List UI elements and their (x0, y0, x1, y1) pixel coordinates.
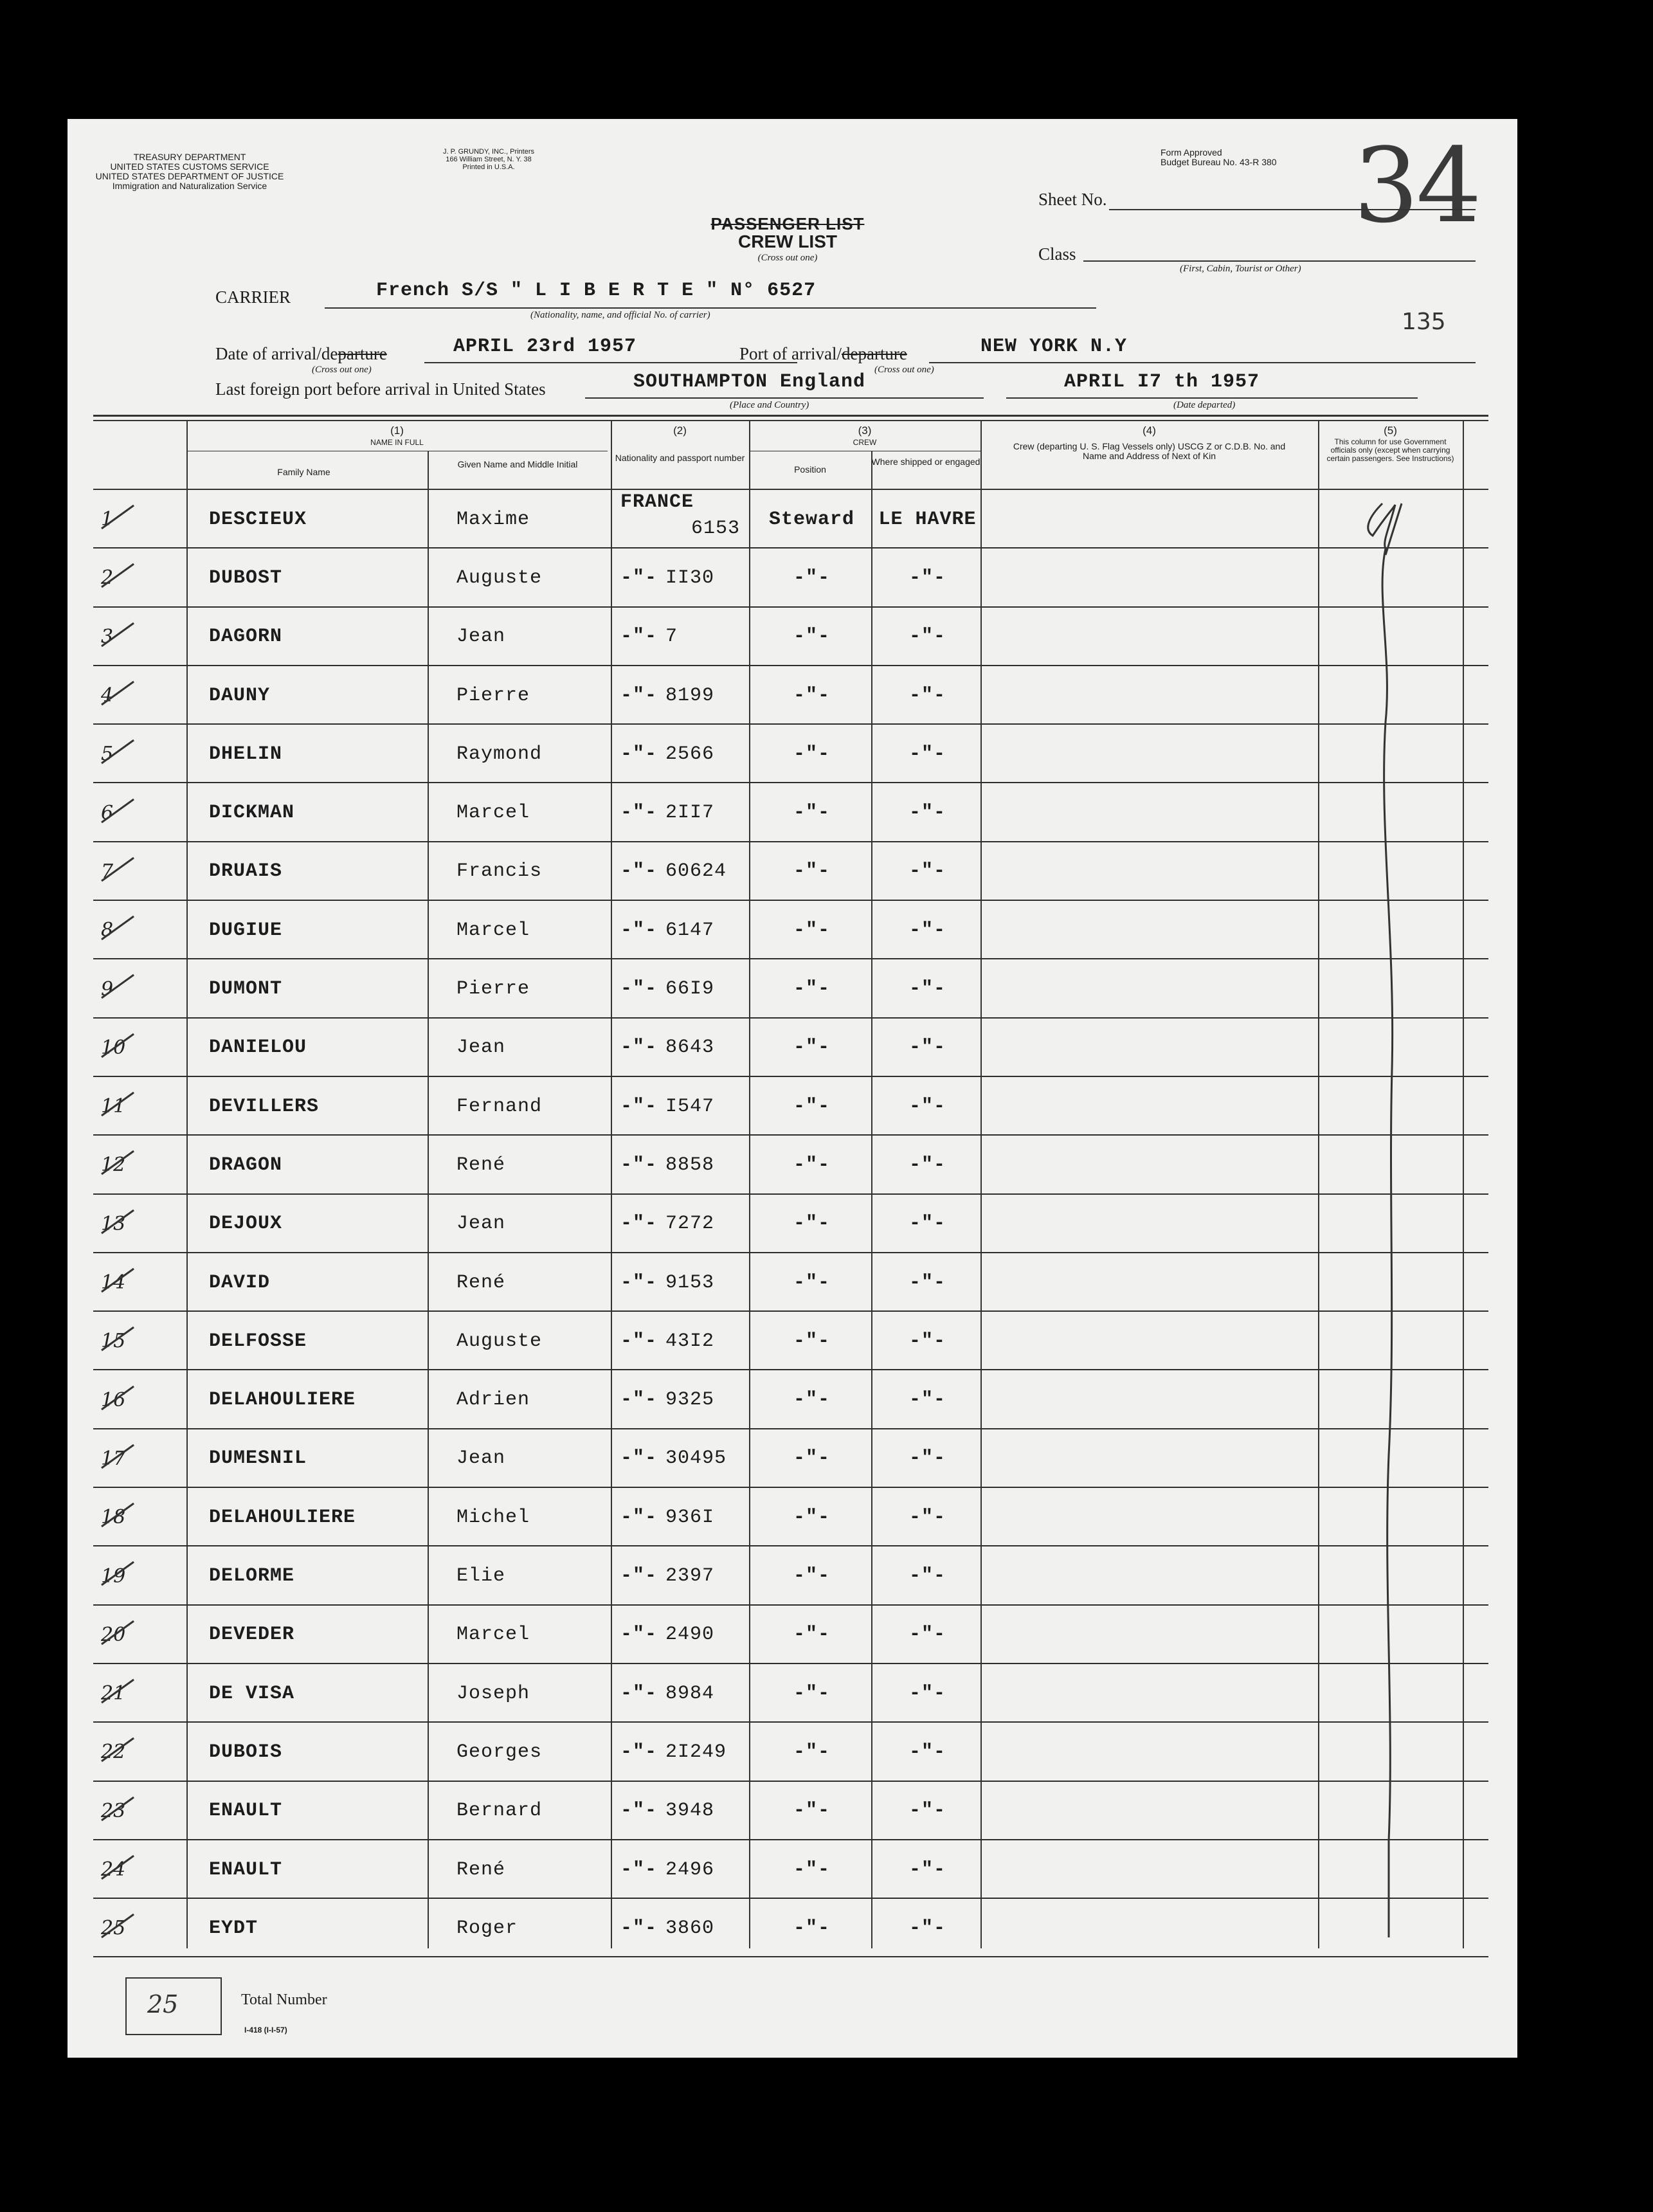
line-number: 14 (101, 1271, 126, 1294)
nationality: -"- (620, 1917, 658, 1939)
carrier-value: French S/S " L I B E R T E " N° 6527 (376, 280, 817, 302)
table-row (93, 1782, 1488, 1840)
place-note: (Place and Country) (730, 400, 809, 410)
where-shipped: -"- (908, 1506, 946, 1528)
nationality: -"- (620, 978, 658, 1001)
agency-line: Immigration and Naturalization Service (112, 181, 267, 191)
check-mark-icon (98, 1793, 137, 1826)
table-row (93, 1136, 1488, 1194)
where-shipped: -"- (908, 1095, 946, 1118)
nationality: -"- (620, 919, 658, 941)
col5-number: (5) (1384, 424, 1397, 437)
form-approved-line: Form Approved (1161, 147, 1222, 158)
nationality: -"- (620, 1271, 658, 1294)
family-name: DAVID (209, 1271, 271, 1294)
nationality: -"- (620, 1624, 658, 1646)
list-title: CREW LIST (738, 231, 837, 251)
line-number: 4 (101, 684, 114, 707)
crew-table (93, 415, 1488, 1948)
given-name: Marcel (456, 919, 530, 941)
where-shipped: -"- (908, 1565, 946, 1588)
given-name: Jean (456, 1213, 506, 1235)
nationality: -"- (620, 626, 658, 648)
table-row (93, 1195, 1488, 1253)
position: -"- (793, 1741, 830, 1763)
nationality: -"- (620, 1213, 658, 1235)
given-name: Maxime (456, 508, 530, 530)
family-name: DUBOIS (209, 1741, 283, 1763)
where-shipped: -"- (908, 1154, 946, 1176)
last-port-label: Last foreign port before arrival in United States (215, 379, 546, 399)
position: -"- (793, 743, 830, 765)
passport-number: II30 (665, 567, 715, 589)
given-name: René (456, 1154, 506, 1176)
table-row (93, 1019, 1488, 1077)
position: -"- (793, 626, 830, 648)
list-title-struck: PASSENGER LIST (710, 214, 865, 233)
port-arrival-value: NEW YORK N.Y (980, 336, 1128, 358)
line-number: 15 (101, 1330, 126, 1353)
date-arrival-label: Date of arrival/departure (215, 344, 387, 363)
table-row (93, 1429, 1488, 1488)
check-mark-icon (98, 1206, 137, 1238)
class-note: (First, Cabin, Tourist or Other) (1180, 264, 1301, 274)
given-name: Roger (456, 1917, 518, 1939)
position: -"- (793, 1389, 830, 1411)
form-code: I-418 (I-I-57) (244, 2026, 287, 2035)
total-number-label: Total Number (241, 1991, 327, 2008)
family-name: DUMESNIL (209, 1447, 307, 1470)
where-shipped: -"- (908, 1800, 946, 1822)
table-row (93, 1664, 1488, 1723)
passport-number: 43I2 (665, 1330, 715, 1352)
check-mark-icon (98, 1441, 137, 1473)
passport-number: 8984 (665, 1682, 715, 1705)
col-position-header: Position (794, 464, 826, 475)
where-shipped: -"- (908, 1037, 946, 1059)
where-shipped: -"- (908, 1389, 946, 1411)
passport-number: 2I249 (665, 1741, 727, 1763)
table-row (93, 1723, 1488, 1781)
passport-number: 8199 (665, 684, 715, 707)
passport-number: 8858 (665, 1154, 715, 1176)
family-name: DUMONT (209, 978, 283, 1001)
nationality: -"- (620, 860, 658, 883)
line-number: 2 (101, 567, 114, 590)
line-number: 22 (101, 1741, 126, 1764)
given-name: Jean (456, 1037, 506, 1059)
line-number: 1 (101, 508, 114, 531)
check-mark-icon (98, 1617, 137, 1649)
col3-title: CREW (853, 438, 877, 447)
line-number: 16 (101, 1388, 126, 1411)
col-nationality-header: Nationality and passport number (615, 453, 745, 463)
position: -"- (793, 684, 830, 707)
passport-number: I547 (665, 1095, 715, 1118)
position: -"- (793, 1858, 830, 1881)
total-number-value: 25 (147, 1990, 179, 2018)
where-shipped: -"- (908, 1917, 946, 1939)
line-number: 3 (101, 625, 114, 648)
position: -"- (793, 1800, 830, 1822)
position: Steward (768, 508, 855, 530)
line-number: 21 (101, 1682, 126, 1705)
family-name: DELFOSSE (209, 1330, 307, 1352)
port-cross-note: (Cross out one) (874, 365, 934, 375)
check-mark-icon (98, 1734, 137, 1766)
check-mark-icon (98, 1558, 137, 1590)
line-number: 23 (101, 1799, 126, 1822)
line-number: 11 (101, 1095, 126, 1118)
form-approved-line: Budget Bureau No. 43-R 380 (1161, 157, 1277, 167)
family-name: DELAHOULIERE (209, 1389, 356, 1411)
where-shipped: -"- (908, 1741, 946, 1763)
family-name: DELORME (209, 1565, 295, 1588)
family-name: DAUNY (209, 684, 271, 707)
sheet-number-stamp: 34 (1353, 125, 1479, 246)
table-row (93, 666, 1488, 725)
family-name: DE VISA (209, 1682, 295, 1705)
line-number: 5 (101, 743, 114, 766)
family-name: DESCIEUX (209, 508, 307, 530)
where-shipped: LE HAVRE (878, 508, 977, 530)
position: -"- (793, 1213, 830, 1235)
line-number: 10 (101, 1036, 126, 1059)
carrier-label: CARRIER (215, 287, 291, 307)
printer-line: Printed in U.S.A. (462, 163, 515, 171)
family-name: DELAHOULIERE (209, 1506, 356, 1528)
table-row (93, 1371, 1488, 1429)
passport-number: 7272 (665, 1213, 715, 1235)
line-number: 17 (101, 1447, 126, 1470)
line-number: 9 (101, 977, 114, 1001)
nationality: -"- (620, 1154, 658, 1176)
check-mark-icon (98, 912, 137, 945)
departed-value: APRIL I7 th 1957 (1064, 371, 1260, 393)
table-row (93, 608, 1488, 666)
family-name: DEJOUX (209, 1213, 283, 1235)
col3-number: (3) (858, 424, 872, 437)
port-arrival-label: Port of arrival/departure (739, 344, 907, 363)
total-number-box (125, 1977, 222, 2035)
family-name: DEVEDER (209, 1624, 295, 1646)
family-name: DRAGON (209, 1154, 283, 1176)
check-mark-icon (98, 1910, 137, 1943)
position: -"- (793, 567, 830, 589)
table-row (93, 1488, 1488, 1546)
table-row (93, 725, 1488, 783)
table-row (93, 901, 1488, 959)
passport-number: 60624 (665, 860, 727, 883)
position: -"- (793, 1447, 830, 1470)
given-name: Jean (456, 626, 506, 648)
where-shipped: -"- (908, 1213, 946, 1235)
passport-number: 6153 (691, 518, 741, 540)
col4-number: (4) (1143, 424, 1156, 437)
position: -"- (793, 1565, 830, 1588)
where-shipped: -"- (908, 567, 946, 589)
table-row (93, 1840, 1488, 1899)
given-name: Auguste (456, 1330, 543, 1352)
nationality: -"- (620, 1389, 658, 1411)
passport-number: 8643 (665, 1037, 715, 1059)
given-name: Joseph (456, 1682, 530, 1705)
passport-number: 7 (665, 626, 678, 648)
col2-number: (2) (673, 424, 687, 437)
family-name: DAGORN (209, 626, 283, 648)
agency-line: UNITED STATES CUSTOMS SERVICE (110, 161, 269, 172)
printer-block (418, 148, 559, 171)
given-name: Marcel (456, 1624, 530, 1646)
table-row (93, 1312, 1488, 1370)
family-name: DANIELOU (209, 1037, 307, 1059)
check-mark-icon (98, 619, 137, 651)
nationality: FRANCE (620, 491, 694, 513)
where-shipped: -"- (908, 860, 946, 883)
nationality: -"- (620, 1682, 658, 1705)
family-name: DHELIN (209, 743, 283, 765)
table-row (93, 1077, 1488, 1136)
passport-number: 9153 (665, 1271, 715, 1294)
check-mark-icon (98, 971, 137, 1003)
given-name: Bernard (456, 1800, 543, 1822)
carrier-note: (Nationality, name, and official No. of carrier) (530, 310, 710, 320)
agency-line: TREASURY DEPARTMENT (133, 152, 246, 162)
passport-number: 6147 (665, 919, 715, 941)
agency-block (93, 152, 286, 191)
family-name: ENAULT (209, 1858, 283, 1881)
line-number: 6 (101, 801, 114, 824)
nationality: -"- (620, 1858, 658, 1881)
line-number: 19 (101, 1564, 126, 1588)
crew-list-form (68, 119, 1517, 2058)
check-mark-icon (98, 560, 137, 592)
line-number: 18 (101, 1506, 126, 1529)
position: -"- (793, 1917, 830, 1939)
nationality: -"- (620, 802, 658, 824)
where-shipped: -"- (908, 802, 946, 824)
passport-number: 66I9 (665, 978, 715, 1001)
position: -"- (793, 1154, 830, 1176)
nationality: -"- (620, 743, 658, 765)
position: -"- (793, 1330, 830, 1352)
arrival-cross-note: (Cross out one) (312, 365, 372, 375)
nationality: -"- (620, 1095, 658, 1118)
family-name: DUGIUE (209, 919, 283, 941)
given-name: Jean (456, 1447, 506, 1470)
table-row (93, 1899, 1488, 1957)
table-row (93, 842, 1488, 901)
position: -"- (793, 1506, 830, 1528)
family-name: ENAULT (209, 1800, 283, 1822)
given-name: Marcel (456, 802, 530, 824)
where-shipped: -"- (908, 1858, 946, 1881)
position: -"- (793, 1037, 830, 1059)
col-where-shipped-header: Where shipped or engaged (871, 457, 980, 467)
position: -"- (793, 919, 830, 941)
position: -"- (793, 1682, 830, 1705)
where-shipped: -"- (908, 1624, 946, 1646)
family-name: DEVILLERS (209, 1095, 320, 1118)
family-name: DRUAIS (209, 860, 283, 883)
given-name: Adrien (456, 1389, 530, 1411)
position: -"- (793, 802, 830, 824)
departed-note: (Date departed) (1173, 400, 1236, 410)
line-number: 7 (101, 860, 114, 883)
line-number: 8 (101, 919, 114, 942)
passport-number: 2566 (665, 743, 715, 765)
family-name: DUBOST (209, 567, 283, 589)
col-official-use-header: This column for use Government officials only (except when carrying certain passengers. See Instructions) (1326, 437, 1454, 463)
position: -"- (793, 860, 830, 883)
arrival-date-value: APRIL 23rd 1957 (453, 336, 637, 358)
table-row (93, 548, 1488, 607)
col-crew-departing-header: Crew (departing U. S. Flag Vessels only) USCG Z or C.D.B. No. and Name and Address of Next of Kin (1013, 441, 1286, 461)
nationality: -"- (620, 1800, 658, 1822)
position: -"- (793, 1095, 830, 1118)
where-shipped: -"- (908, 1447, 946, 1470)
check-mark-icon (98, 854, 137, 886)
agency-line: UNITED STATES DEPARTMENT OF JUSTICE (95, 171, 284, 181)
line-number: 13 (101, 1212, 126, 1235)
where-shipped: -"- (908, 684, 946, 707)
passport-number: 3860 (665, 1917, 715, 1939)
nationality: -"- (620, 1741, 658, 1763)
table-row (93, 1546, 1488, 1605)
given-name: Georges (456, 1741, 543, 1763)
check-mark-icon (98, 1676, 137, 1708)
sheet-label: Sheet No. (1038, 190, 1107, 209)
where-shipped: -"- (908, 978, 946, 1001)
class-label: Class (1038, 244, 1076, 264)
given-name: René (456, 1858, 506, 1881)
table-row (93, 784, 1488, 842)
passport-number: 2397 (665, 1565, 715, 1588)
family-name: DICKMAN (209, 802, 295, 824)
col1-title: NAME IN FULL (370, 438, 424, 447)
title-cross-note: (Cross out one) (757, 253, 818, 263)
family-name: EYDT (209, 1917, 258, 1939)
line-number: 20 (101, 1623, 126, 1646)
position: -"- (793, 978, 830, 1001)
where-shipped: -"- (908, 919, 946, 941)
col1-number: (1) (390, 424, 404, 437)
col-family-name-header: Family Name (277, 467, 330, 477)
printer-line: J. P. GRUNDY, INC., Printers (442, 148, 535, 156)
given-name: Elie (456, 1565, 506, 1588)
page-number: 135 (1402, 309, 1446, 335)
check-mark-icon (98, 1147, 137, 1179)
given-name: Fernand (456, 1095, 543, 1118)
passport-number: 3948 (665, 1800, 715, 1822)
check-mark-icon (98, 678, 137, 710)
line-number: 12 (101, 1154, 126, 1177)
where-shipped: -"- (908, 1330, 946, 1352)
printer-line: 166 William Street, N. Y. 38 (446, 156, 532, 163)
nationality: -"- (620, 1037, 658, 1059)
passport-number: 2II7 (665, 802, 715, 824)
handwritten-check-line (1324, 491, 1453, 1944)
passport-number: 9325 (665, 1389, 715, 1411)
line-number: 24 (101, 1858, 126, 1881)
where-shipped: -"- (908, 743, 946, 765)
given-name: Pierre (456, 978, 530, 1001)
line-number: 25 (101, 1917, 126, 1940)
where-shipped: -"- (908, 1271, 946, 1294)
col-given-name-header: Given Name and Middle Initial (457, 459, 578, 469)
given-name: Michel (456, 1506, 530, 1528)
table-row (93, 959, 1488, 1018)
check-mark-icon (98, 1323, 137, 1355)
where-shipped: -"- (908, 1682, 946, 1705)
check-mark-icon (98, 1089, 137, 1121)
given-name: Raymond (456, 743, 543, 765)
nationality: -"- (620, 1447, 658, 1470)
check-mark-icon (98, 502, 137, 534)
nationality: -"- (620, 1506, 658, 1528)
last-port-value: SOUTHAMPTON England (633, 371, 866, 393)
position: -"- (793, 1271, 830, 1294)
nationality: -"- (620, 567, 658, 589)
nationality: -"- (620, 1565, 658, 1588)
nationality: -"- (620, 684, 658, 707)
given-name: Pierre (456, 684, 530, 707)
passport-number: 30495 (665, 1447, 727, 1470)
given-name: Auguste (456, 567, 543, 589)
passport-number: 936I (665, 1506, 715, 1528)
nationality: -"- (620, 1330, 658, 1352)
passport-number: 2496 (665, 1858, 715, 1881)
check-mark-icon (98, 736, 137, 768)
given-name: Francis (456, 860, 543, 883)
check-mark-icon (98, 1852, 137, 1884)
check-mark-icon (98, 1382, 137, 1415)
passport-number: 2490 (665, 1624, 715, 1646)
where-shipped: -"- (908, 626, 946, 648)
table-row (93, 1253, 1488, 1312)
form-approved-block (1161, 148, 1341, 167)
check-mark-icon (98, 1265, 137, 1297)
given-name: René (456, 1271, 506, 1294)
table-row (93, 1606, 1488, 1664)
check-mark-icon (98, 795, 137, 828)
position: -"- (793, 1624, 830, 1646)
check-mark-icon (98, 1500, 137, 1532)
table-row (93, 490, 1488, 548)
check-mark-icon (98, 1030, 137, 1062)
